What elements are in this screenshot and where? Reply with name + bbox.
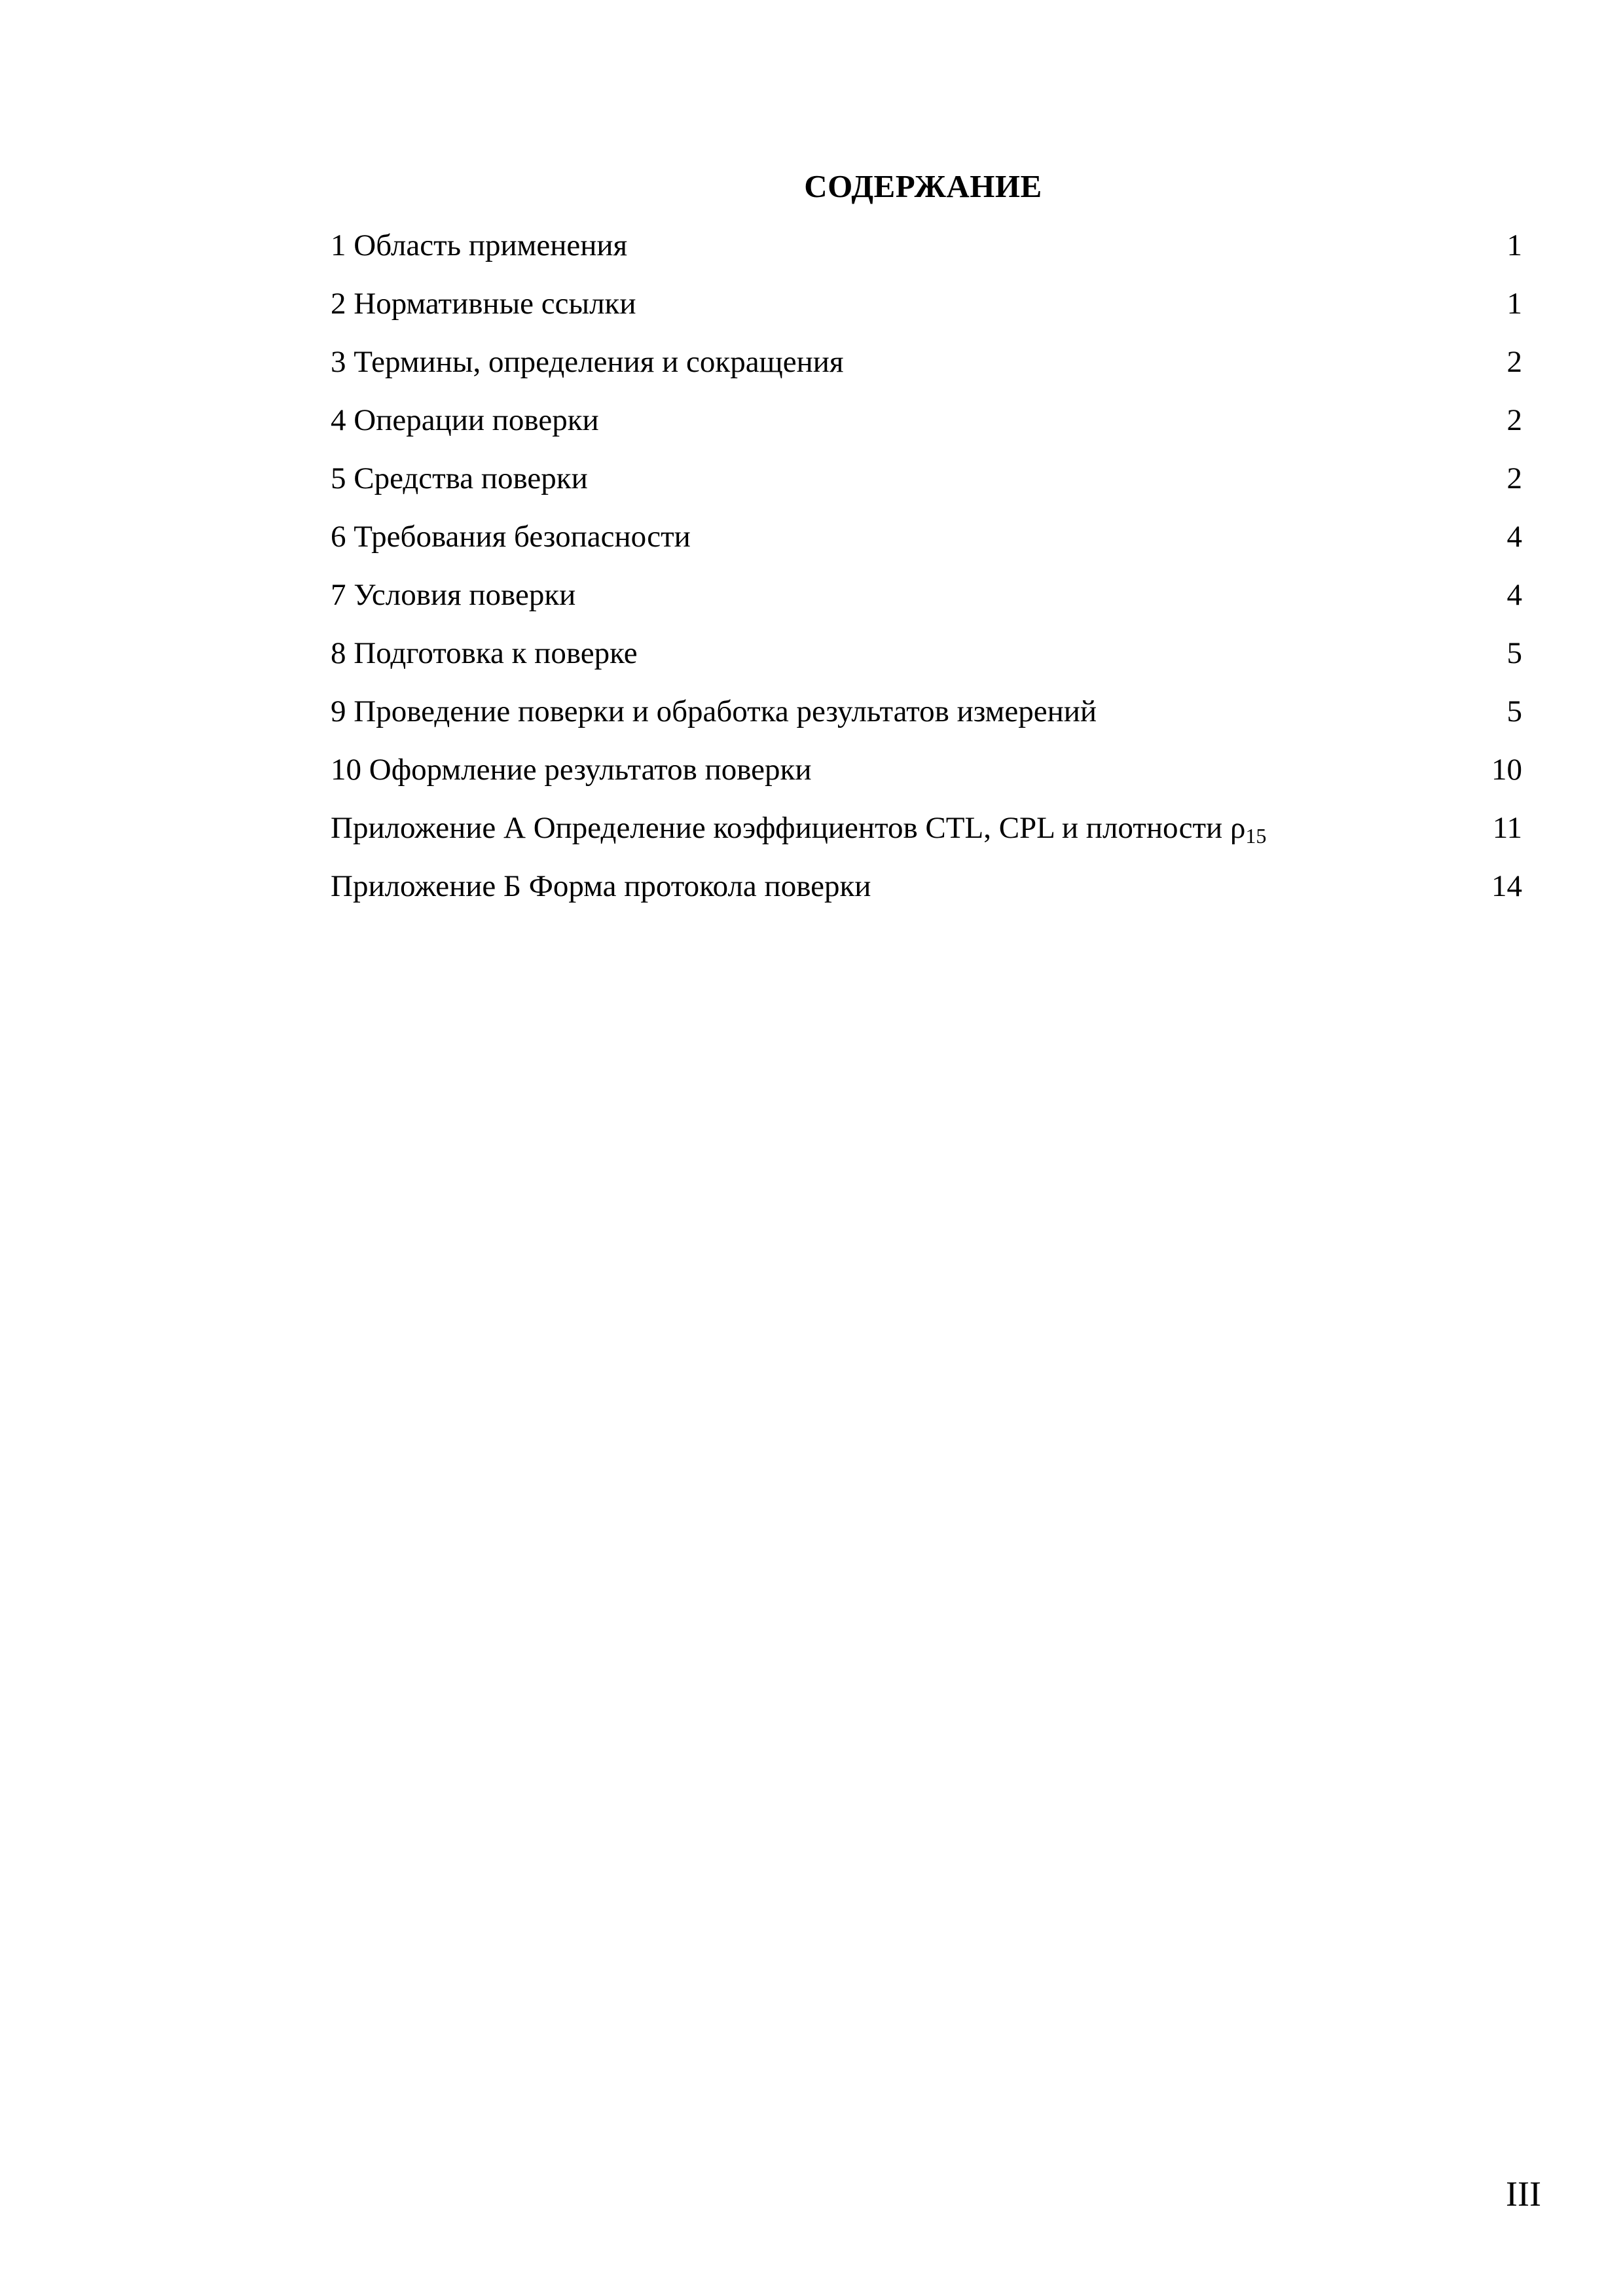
toc-entry-page: 2 [1506,461,1522,495]
density-subscript: 15 [1245,824,1267,848]
page-number: III [1506,2174,1541,2214]
toc-entry-text: 8 Подготовка к поверке [331,636,638,670]
toc-entry-text: 1 Область применения [331,228,628,262]
toc-entry-text: 5 Средства поверки [331,461,588,495]
toc-entry [331,401,1522,459]
toc-entry [331,342,1522,401]
toc-entry-text: 4 Операции поверки [331,403,599,437]
toc-entry-page: 4 [1506,520,1522,554]
toc-entry [331,284,1522,342]
toc-entry-page: 10 [1491,753,1522,787]
toc-entry [331,867,1522,925]
toc-entry-text: 3 Термины, определения и сокращения [331,345,844,379]
toc-entry [331,750,1522,808]
table-of-contents [331,226,1522,925]
toc-entry-text: 2 Нормативные ссылки [331,287,636,321]
toc-entry [331,634,1522,692]
toc-entry-text [331,808,1266,848]
toc-entry-page: 14 [1491,869,1522,903]
toc-entry [331,459,1522,517]
toc-entry-page: 4 [1506,578,1522,612]
toc-entry [331,575,1522,634]
toc-entry [331,692,1522,750]
toc-entry-page: 11 [1492,811,1522,845]
toc-entry-text: 6 Требования безопасности [331,520,691,554]
toc-entry-page: 5 [1506,636,1522,670]
toc-entry-text: 9 Проведение поверки и обработка результатов измерений [331,694,1097,728]
toc-title: СОДЕРЖАНИЕ [804,168,1042,204]
toc-entry-page: 2 [1506,403,1522,437]
toc-entry [331,808,1522,867]
toc-entry-text: Приложение Б Форма протокола поверки [331,869,871,903]
toc-entry [331,517,1522,575]
toc-entry-text: 10 Оформление результатов поверки [331,753,812,787]
toc-entry-text-main: Приложение А Определение коэффициентов CTL, CPL и плотности ρ [331,811,1246,845]
toc-entry-page: 5 [1506,694,1522,728]
toc-entry [331,226,1522,284]
toc-entry-page: 1 [1506,287,1522,321]
toc-entry-text: 7 Условия поверки [331,578,576,612]
toc-entry-page: 1 [1506,228,1522,262]
toc-entry-page: 2 [1506,345,1522,379]
